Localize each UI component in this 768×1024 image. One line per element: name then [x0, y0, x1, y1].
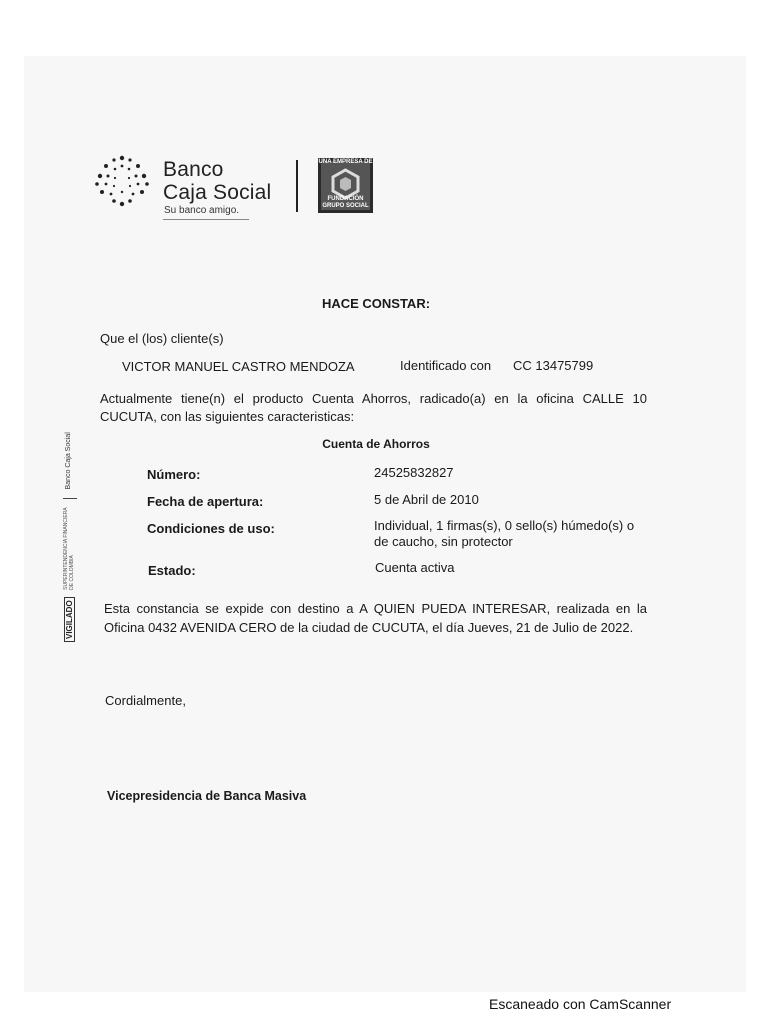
vigilado-label: VIGILADO — [64, 597, 75, 642]
product-paragraph: Actualmente tiene(n) el producto Cuenta Ahorros, radicado(a) en la oficina CALLE 10 CUCUTA, con las siguientes caracteristicas: — [100, 391, 647, 424]
signature-department: Vicepresidencia de Banca Masiva — [107, 789, 307, 803]
bank-tagline: Su banco amigo. — [164, 205, 240, 216]
estado-value: Cuenta activa — [375, 560, 455, 575]
document-heading: HACE CONSTAR: — [321, 296, 431, 311]
condiciones-line1: Individual, 1 firmas(s), 0 sello(s) húmedo(s) o — [374, 518, 635, 533]
camscanner-watermark: Escaneado con CamScanner — [489, 996, 672, 1012]
stamp-bank-name: Banco Caja Social — [65, 432, 72, 490]
superintendencia-text — [63, 507, 75, 590]
section-title: Cuenta de Ahorros — [322, 437, 430, 451]
numero-label: Número: — [147, 467, 201, 482]
fecha-label: Fecha de apertura: — [147, 494, 264, 509]
superintendencia-line2: DE COLOMBIA — [69, 555, 75, 590]
condiciones-line2: de caucho, sin protector — [374, 534, 513, 549]
closing-paragraph: Esta constancia se expide con destino a A QUIEN PUEDA INTERESAR, realizada en la Oficina 0432 AVENIDA CERO de la ciudad de CUCUTA, el día Jueves, 21 de Julio de 2022. — [104, 601, 647, 635]
client-name: VICTOR MANUEL CASTRO MENDOZA — [122, 359, 355, 374]
header-divider — [296, 160, 298, 212]
condiciones-label: Condiciones de uso: — [147, 521, 275, 536]
id-value: CC 13475799 — [513, 358, 594, 373]
seal-text-fundacion: FUNDACIÓN — [327, 196, 364, 202]
bank-name-line1: Banco — [163, 158, 224, 181]
intro-text: Que el (los) cliente(s) — [100, 331, 224, 346]
stamp-separator — [63, 498, 77, 499]
salutation: Cordialmente, — [105, 693, 186, 708]
fecha-value: 5 de Abril de 2010 — [374, 492, 479, 507]
seal-text-grupo: GRUPO SOCIAL — [322, 203, 369, 209]
bank-name-line2: Caja Social — [163, 181, 272, 204]
estado-label: Estado: — [148, 563, 196, 578]
tagline-underline — [163, 219, 249, 220]
seal-text-top: UNA EMPRESA DE — [318, 159, 373, 165]
numero-value: 24525832827 — [374, 465, 454, 480]
id-label: Identificado con — [400, 358, 492, 373]
superintendencia-line1: SUPERINTENDENCIA FINANCIERA — [63, 507, 69, 590]
bank-logo-icon — [94, 152, 154, 208]
